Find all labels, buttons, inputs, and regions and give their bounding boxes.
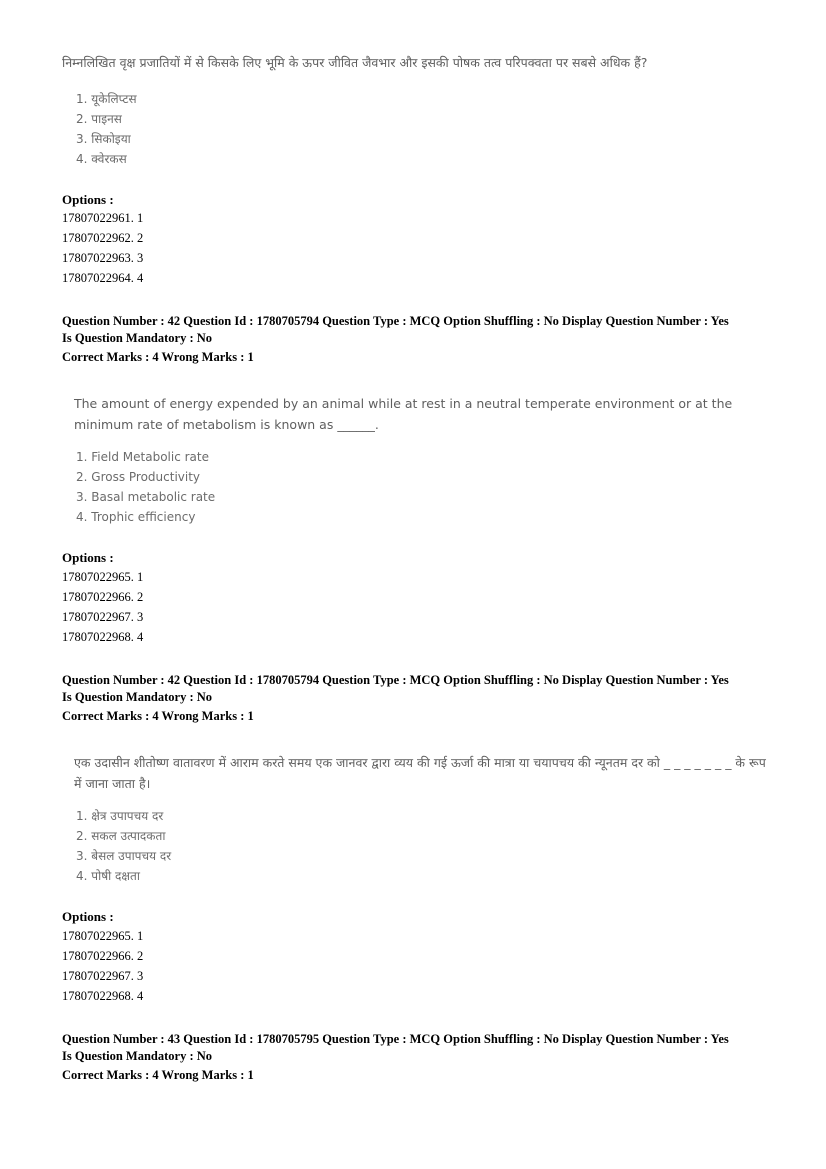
- question-image-english: [74, 393, 779, 527]
- question-stem: एक उदासीन शीतोष्ण वातावरण में आराम करते समय एक जानवर द्वारा व्यय की गई ऊर्जा की मात्रा या चयापचय की न्यूनतम दर को _ _ _ _ _ _ _ के रूप में जाना जाता है।: [74, 755, 766, 791]
- choice-list: [76, 89, 782, 169]
- choice-item: 4. Trophic efficiency: [76, 510, 196, 524]
- choice-item: 3. बेसल उपापचय दर: [76, 849, 172, 863]
- question-stem: निम्नलिखित वृक्ष प्रजातियों में से किसके लिए भूमि के ऊपर जीवित जैवभार और इसकी पोषक तत्व परिपक्वता पर सबसे अधिक हैं?: [62, 55, 648, 70]
- option-line: 17807022966. 2: [62, 590, 144, 604]
- question-mandatory-line: Is Question Mandatory : No: [62, 690, 213, 704]
- question-image-hindi-trees: [62, 52, 782, 169]
- option-line: 17807022965. 1: [62, 929, 144, 943]
- option-line: 17807022968. 4: [62, 630, 144, 644]
- question-mandatory-line: Is Question Mandatory : No: [62, 331, 213, 345]
- options-label: Options :: [62, 550, 114, 565]
- option-line: 17807022962. 2: [62, 231, 144, 245]
- options-list: [62, 208, 143, 288]
- choice-item: 2. Gross Productivity: [76, 470, 201, 484]
- question-mandatory-line: Is Question Mandatory : No: [62, 1049, 213, 1063]
- option-line: 17807022966. 2: [62, 949, 144, 963]
- question-marks-line: Correct Marks : 4 Wrong Marks : 1: [62, 1068, 254, 1082]
- options-label: Options :: [62, 909, 114, 924]
- choice-item: 3. Basal metabolic rate: [76, 490, 216, 504]
- question-stem: The amount of energy expended by an animal while at rest in a neutral temperate environment or at the minimum rate of metabolism is known as ______.: [74, 396, 733, 432]
- question-marks-line: Correct Marks : 4 Wrong Marks : 1: [62, 709, 254, 723]
- choice-item: 1. यूकेलिप्टस: [76, 92, 137, 106]
- choice-list: [76, 806, 774, 886]
- choice-item: 4. पोषी दक्षता: [76, 869, 140, 883]
- options-label: Options :: [62, 192, 114, 207]
- choice-item: 1. क्षेत्र उपापचय दर: [76, 809, 164, 823]
- choice-item: 2. पाइनस: [76, 112, 122, 126]
- question-meta-line: Question Number : 42 Question Id : 1780705794 Question Type : MCQ Option Shuffling : No Display Question Number : Yes: [62, 314, 729, 328]
- options-list: [62, 926, 143, 1006]
- option-line: 17807022965. 1: [62, 570, 144, 584]
- question-meta-line: Question Number : 43 Question Id : 1780705795 Question Type : MCQ Option Shuffling : No Display Question Number : Yes: [62, 1032, 729, 1046]
- option-line: 17807022968. 4: [62, 989, 144, 1003]
- choice-list: [76, 447, 779, 527]
- choice-item: 3. सिकोइया: [76, 132, 131, 146]
- question-meta: [62, 1031, 782, 1084]
- question-image-hindi: [74, 752, 774, 886]
- choice-item: 2. सकल उत्पादकता: [76, 829, 166, 843]
- option-line: 17807022964. 4: [62, 271, 144, 285]
- question-meta: [62, 313, 782, 366]
- option-line: 17807022967. 3: [62, 969, 144, 983]
- question-meta-line: Question Number : 42 Question Id : 1780705794 Question Type : MCQ Option Shuffling : No Display Question Number : Yes: [62, 673, 729, 687]
- option-line: 17807022967. 3: [62, 610, 144, 624]
- choice-item: 1. Field Metabolic rate: [76, 450, 209, 464]
- option-line: 17807022963. 3: [62, 251, 144, 265]
- choice-item: 4. क्वेरकस: [76, 152, 127, 166]
- question-marks-line: Correct Marks : 4 Wrong Marks : 1: [62, 350, 254, 364]
- options-list: [62, 567, 143, 647]
- option-line: 17807022961. 1: [62, 211, 144, 225]
- question-meta: [62, 672, 782, 725]
